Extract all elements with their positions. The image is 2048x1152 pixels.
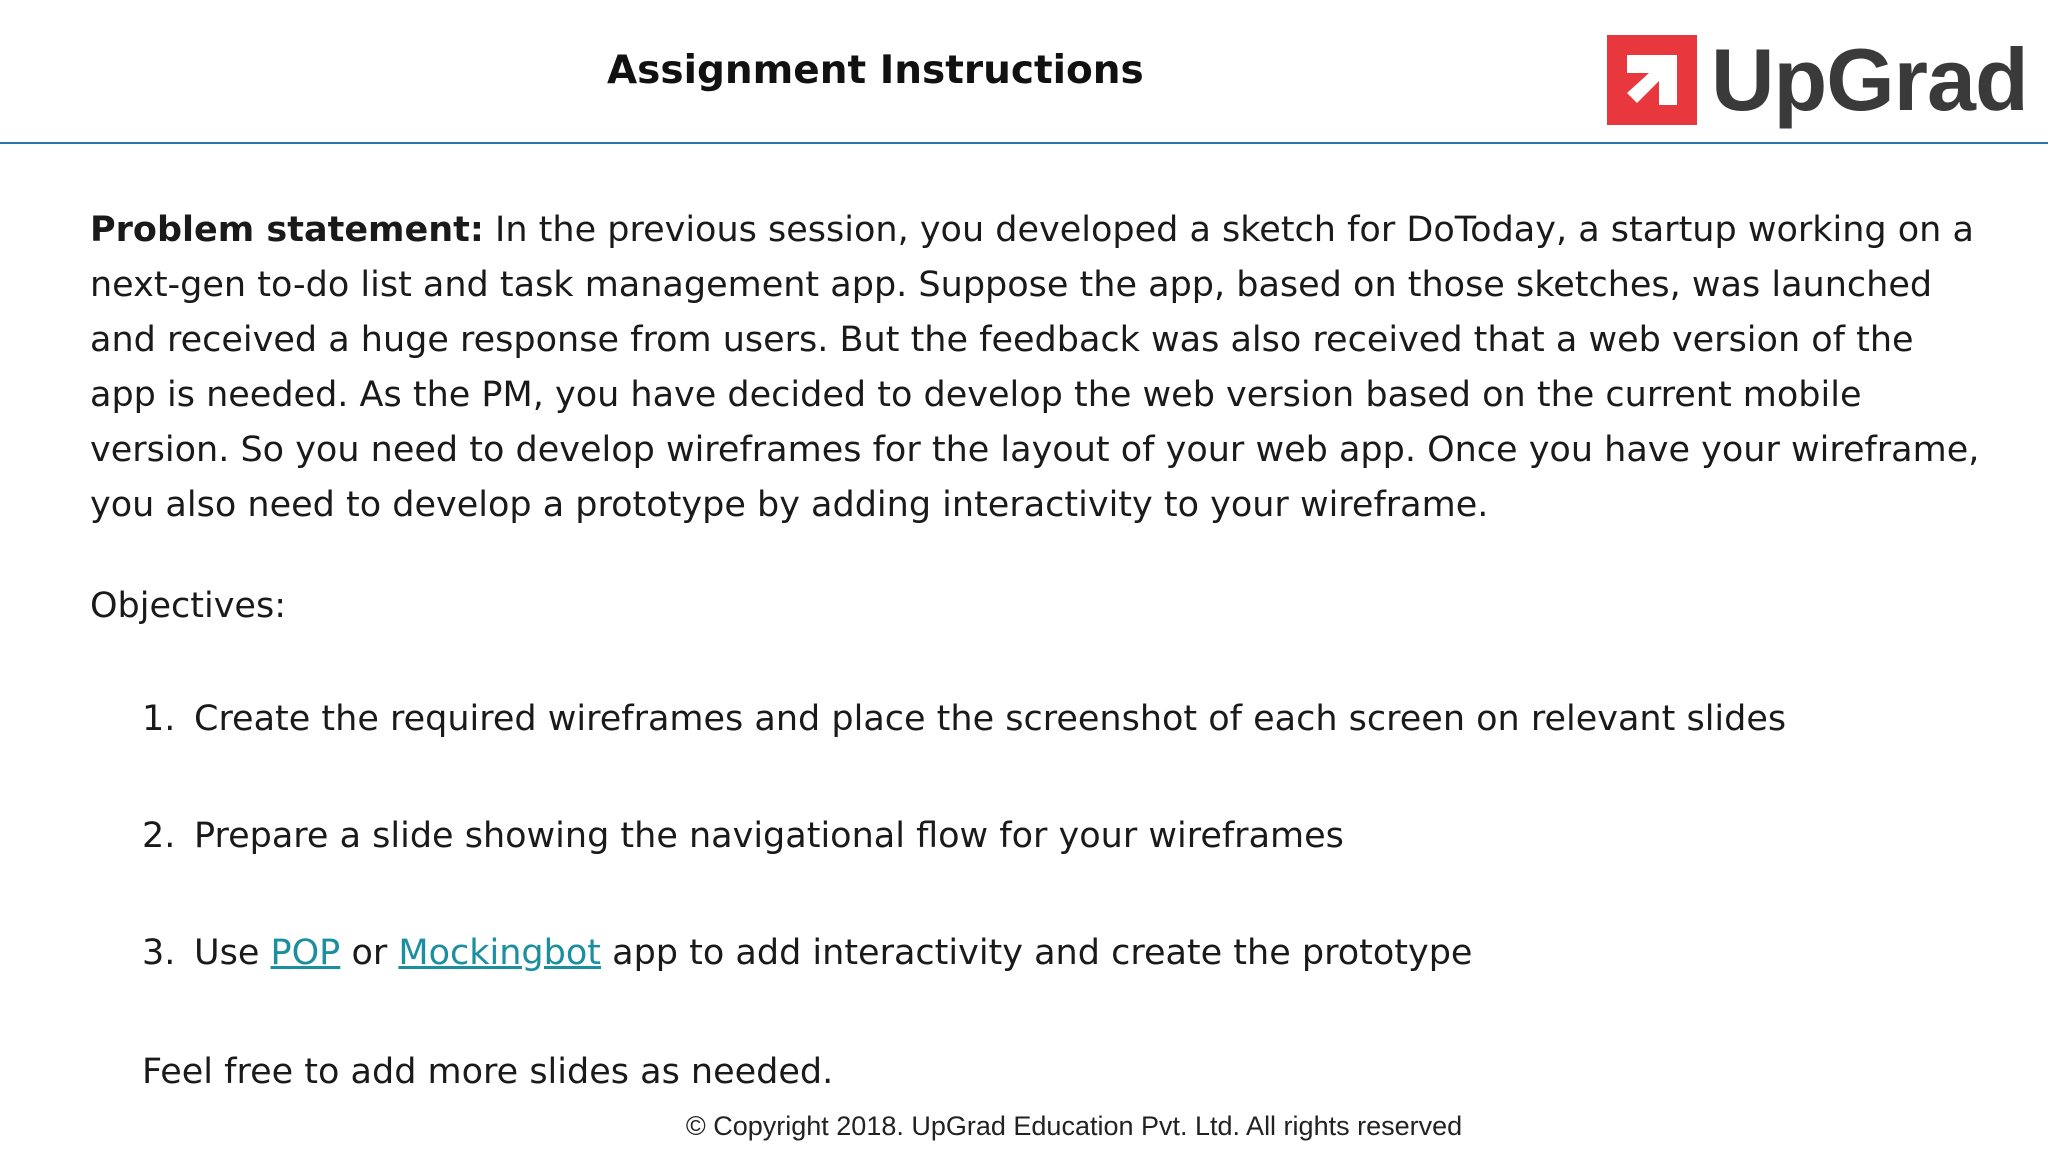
list-number: 3.: [142, 933, 176, 973]
slide-content: [90, 203, 1990, 1043]
problem-text: In the previous session, you developed a sketch for DoToday, a startup working on a next-gen to-do list and task management app. Suppose the app, based on those sketches, was launched and received a huge response from users. But the feedback was also received that a web version of the app is needed. As the PM, you have decided to develop the web version based on the current mobile version. So you need to develop wireframes for the layout of your web app. Once you have your wireframe, you also need to develop a prototype by adding interactivity to your wireframe.: [90, 210, 1980, 525]
list-text-suffix: app to add interactivity and create the prototype: [612, 933, 1473, 973]
list-text: [194, 926, 1472, 981]
mockingbot-link[interactable]: Mockingbot: [398, 933, 601, 973]
pop-link[interactable]: POP: [270, 933, 341, 973]
problem-label: Problem statement:: [90, 210, 484, 250]
list-item: [142, 809, 1990, 864]
closing-note: Feel free to add more slides as needed.: [142, 1052, 834, 1092]
objectives-heading: Objectives:: [90, 586, 286, 626]
upgrad-logo: [1607, 30, 2028, 129]
upgrad-arrow-icon: [1607, 35, 1697, 125]
list-item: [142, 692, 1990, 747]
problem-statement: [90, 203, 1990, 533]
page-title: Assignment Instructions: [607, 48, 1144, 93]
list-text-prefix: Use: [194, 933, 260, 973]
logo-wordmark: UpGrad: [1711, 30, 2028, 129]
list-text: Prepare a slide showing the navigational flow for your wireframes: [194, 816, 1344, 856]
objectives-list: [142, 692, 1990, 981]
list-text-between: or: [351, 933, 388, 973]
list-number: 1.: [142, 699, 176, 739]
slide-header: [0, 0, 2048, 144]
list-text: Create the required wireframes and place the screenshot of each screen on relevant slides: [194, 699, 1787, 739]
list-number: 2.: [142, 816, 176, 856]
list-item: [142, 926, 1990, 981]
copyright-footer: © Copyright 2018. UpGrad Education Pvt. Ltd. All rights reserved: [685, 1111, 1463, 1141]
